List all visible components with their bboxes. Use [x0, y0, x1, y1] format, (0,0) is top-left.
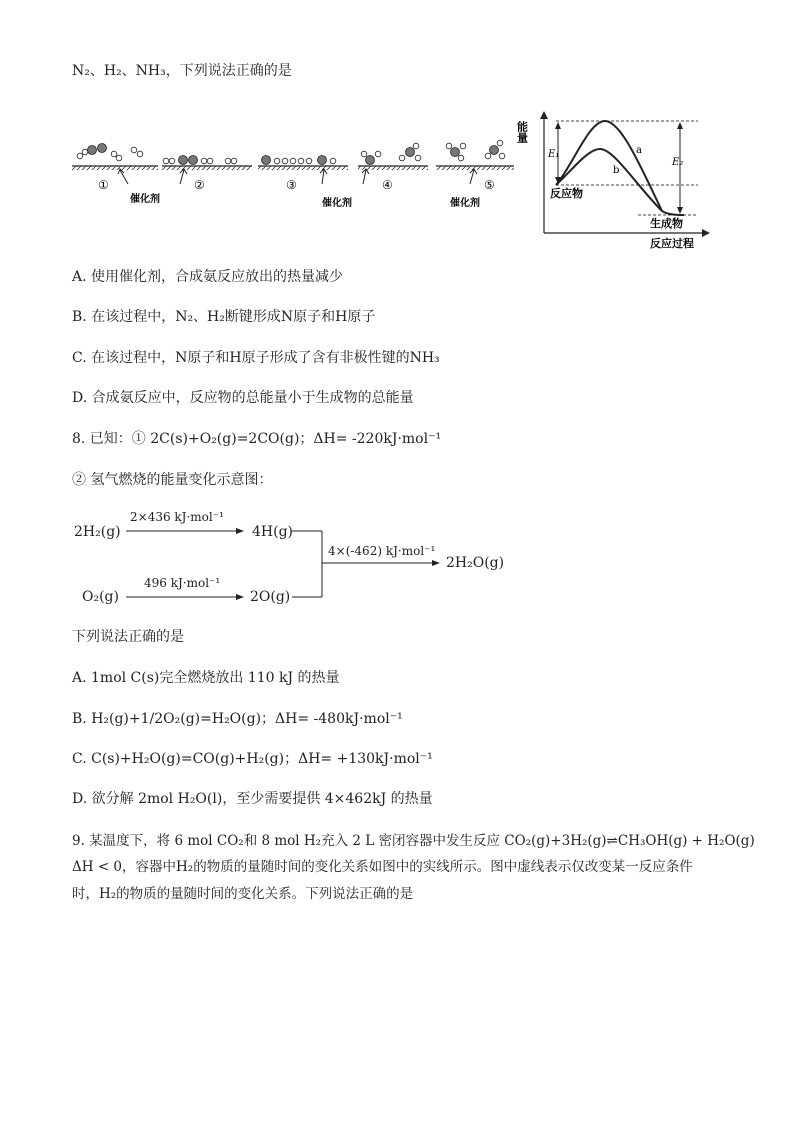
reactant-label: 反应物 — [550, 187, 583, 200]
step-label-5: ⑤ — [484, 178, 495, 192]
h2-species: 2H₂(g) — [74, 524, 121, 540]
catalyst-mechanism-figure — [70, 132, 520, 212]
catalyst-label-1: 催化剂 — [130, 194, 160, 205]
q8-option-d: D. 欲分解 2mol H₂O(l)，至少需要提供 4×462kJ 的热量 — [72, 791, 433, 807]
step-label-4: ④ — [382, 178, 393, 192]
o-atoms: 2O(g) — [250, 589, 291, 605]
h2-bond-energy: 2×436 kJ·mol⁻¹ — [130, 510, 224, 524]
curve-b-label: b — [613, 165, 620, 176]
pointer-arrows — [118, 169, 477, 184]
step-label-3: ③ — [286, 178, 297, 192]
product-label: 生成物 — [650, 217, 683, 230]
q7-option-a: A. 使用催化剂，合成氨反应放出的热量减少 — [72, 269, 344, 285]
q7-intro: N₂、H₂、NH₃，下列说法正确的是 — [72, 63, 292, 79]
energy-profile-figure — [515, 105, 718, 250]
surface-2 — [162, 156, 252, 171]
bond-formation-energy: 4×(-462) kJ·mol⁻¹ — [328, 544, 436, 558]
o2-species: O₂(g) — [82, 589, 119, 605]
surface-3 — [258, 156, 348, 171]
e2-label: E₂ — [672, 157, 684, 168]
q7-option-c: C. 在该过程中，N原子和H原子形成了含有非极性键的NH₃ — [72, 350, 440, 366]
step-label-2: ② — [194, 178, 205, 192]
x-axis-label: 反应过程 — [650, 237, 694, 250]
q8-stem-2: ② 氢气燃烧的能量变化示意图： — [72, 472, 273, 488]
q9-line-3: 时，H₂的物质的量随时间的变化关系。下列说法正确的是 — [72, 886, 414, 902]
surface-1 — [72, 144, 158, 171]
hydrogen-combustion-diagram — [70, 505, 510, 610]
q8-option-a: A. 1mol C(s)完全燃烧放出 110 kJ 的热量 — [72, 670, 340, 686]
q7-option-b: B. 在该过程中，N₂、H₂断键形成N原子和H原子 — [72, 309, 376, 325]
h-atoms: 4H(g) — [252, 524, 294, 540]
catalyst-label-2: 催化剂 — [322, 198, 352, 209]
step-label-1: ① — [98, 178, 109, 192]
curve-a-label: a — [636, 145, 642, 156]
catalyst-label-3: 催化剂 — [450, 198, 480, 209]
q7-option-d: D. 合成氨反应中，反应物的总能量小于生成物的总能量 — [72, 390, 414, 406]
q8-stem-1: 8. 已知：① 2C(s)+O₂(g)=2CO(g)；ΔH= -220kJ·mol⁻¹ — [72, 431, 442, 447]
water-product: 2H₂O(g) — [446, 555, 505, 571]
q9-line-2: ΔH < 0，容器中H₂的物质的量随时间的变化关系如图中的实线所示。图中虚线表示仅改变某一反应条件 — [72, 859, 693, 875]
o2-bond-energy: 496 kJ·mol⁻¹ — [144, 576, 221, 590]
surface-4 — [358, 143, 428, 170]
q8-option-c: C. C(s)+H₂O(g)=CO(g)+H₂(g)；ΔH= +130kJ·mol⁻¹ — [72, 751, 433, 767]
q8-prompt: 下列说法正确的是 — [72, 629, 184, 645]
e1-label: E₁ — [548, 149, 560, 160]
y-axis-label: 能量 — [515, 121, 529, 143]
q8-option-b: B. H₂(g)+1/2O₂(g)=H₂O(g)；ΔH= -480kJ·mol⁻¹ — [72, 711, 403, 727]
surface-5 — [436, 140, 514, 170]
q9-line-1: 9. 某温度下，将 6 mol CO₂和 8 mol H₂充入 2 L 密闭容器中发生反应 CO₂(g)+3H₂(g)⇌CH₃OH(g) + H₂O(g) — [72, 833, 755, 849]
